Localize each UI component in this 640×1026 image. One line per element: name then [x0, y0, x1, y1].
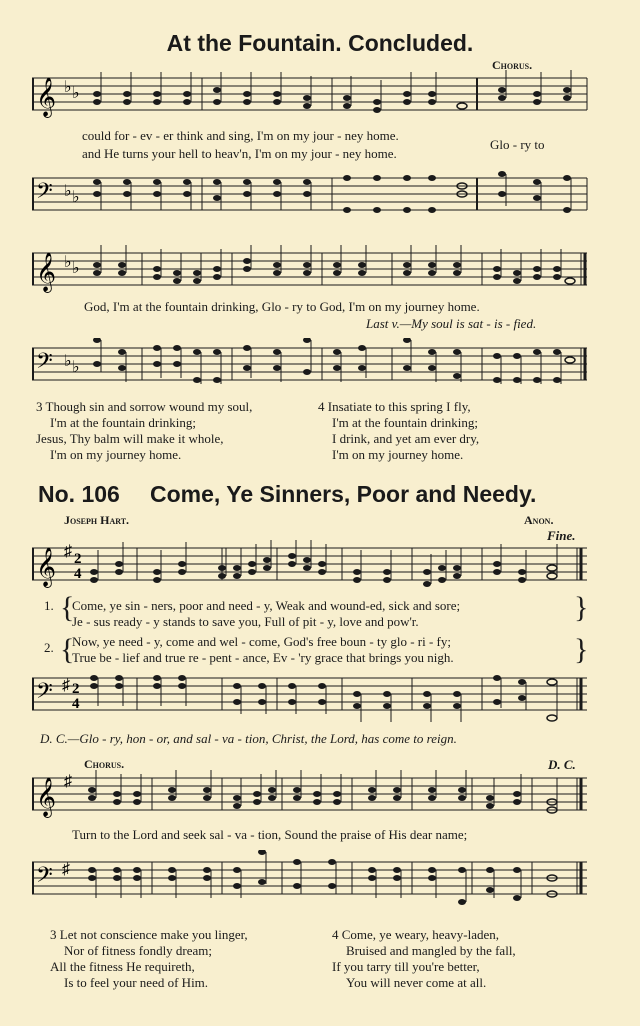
svg-text:♯: ♯: [62, 677, 70, 694]
svg-text:♭: ♭: [64, 79, 72, 96]
verse-3: 3 Let not conscience make you linger, Nor of fitness fondly dream; All the fitness He requireth, Is to feel your need of Him.: [50, 927, 248, 990]
svg-text:𝄞: 𝄞: [36, 252, 57, 292]
hymn-number: No. 106: [38, 481, 120, 507]
verse-number: 1.: [44, 598, 54, 613]
svg-text:♭: ♭: [72, 359, 80, 376]
lyric-line: True be - lief and true re - pent - ance, Ev - 'ry grace that brings you nigh.: [72, 650, 454, 665]
composer: Anon.: [524, 513, 554, 527]
svg-text:♯: ♯: [64, 543, 72, 560]
bass-staff-1: [32, 170, 592, 220]
treble-staff-3: [32, 540, 592, 590]
svg-text:♭: ♭: [64, 353, 72, 370]
fine-label: Fine.: [547, 528, 576, 543]
svg-text:𝄞: 𝄞: [36, 547, 57, 587]
svg-text:𝄞: 𝄞: [36, 777, 57, 817]
svg-text:♭: ♭: [72, 189, 80, 206]
svg-text:♯: ♯: [62, 861, 70, 878]
svg-text:2: 2: [74, 551, 82, 567]
bass-staff-4: [32, 850, 592, 912]
lyric-line: could for - ev - er think and sing, I'm on my jour - ney home.: [82, 128, 399, 143]
verse-4: 4 Come, ye weary, heavy-laden, Bruised and mangled by the fall, If you tarry till you're better, You will never come at all.: [332, 927, 516, 990]
svg-text:𝄢: 𝄢: [36, 863, 53, 893]
brace: {: [60, 633, 75, 666]
lyric-line: Come, ye sin - ners, poor and need - y, Weak and wound-ed, sick and sore;: [72, 598, 461, 613]
lyric-line-last-verse: Last v.—My soul is sat - is - fied.: [366, 316, 537, 331]
svg-text:𝄢: 𝄢: [36, 679, 53, 709]
treble-staff-2: [32, 245, 592, 295]
treble-staff-1: [32, 70, 592, 120]
chorus-label: Chorus.: [84, 757, 125, 771]
chorus-lyric: Turn to the Lord and seek sal - va - tion, Sound the praise of His dear name;: [72, 827, 468, 842]
svg-text:4: 4: [72, 696, 80, 712]
chorus-label: Chorus.: [492, 58, 533, 72]
brace: }: [574, 633, 589, 666]
svg-text:♯: ♯: [64, 773, 72, 790]
hymn1-title: At the Fountain. Concluded.: [166, 30, 474, 56]
verse-number: 2.: [44, 640, 54, 655]
svg-text:2: 2: [72, 681, 80, 697]
brace: {: [60, 591, 75, 624]
verse-4: 4 Insatiate to this spring I fly, I'm at the fountain drinking; I drink, and yet am ever dry, I'm on my journey home.: [318, 399, 480, 462]
lyric-line: Now, ye need - y, come and wel - come, God's free boun - ty glo - ri - fy;: [72, 634, 451, 649]
svg-text:♭: ♭: [64, 254, 72, 271]
dc-label: D. C.: [548, 757, 576, 772]
author: Joseph Hart.: [64, 513, 130, 527]
lyric-line: Je - sus ready - y stands to save you, Full of pit - y, love and pow'r.: [72, 614, 419, 629]
treble-staff-4: [32, 770, 592, 822]
bass-staff-2: [32, 338, 592, 394]
svg-text:♭: ♭: [64, 183, 72, 200]
svg-text:4: 4: [74, 566, 82, 582]
svg-text:𝄢: 𝄢: [36, 179, 53, 209]
svg-text:𝄞: 𝄞: [36, 77, 57, 117]
lyric-line: and He turns your hell to heav'n, I'm on my jour - ney home.: [82, 146, 397, 161]
svg-text:𝄢: 𝄢: [36, 349, 53, 379]
lyric-line: God, I'm at the fountain drinking, Glo - ry to God, I'm on my journey home.: [84, 299, 480, 314]
hymn2-title: Come, Ye Sinners, Poor and Needy.: [150, 481, 537, 507]
verse-3: 3 Though sin and sorrow wound my soul, I'm at the fountain drinking; Jesus, Thy balm will make it whole, I'm on my journey home.: [36, 399, 253, 462]
bass-staff-3: [32, 668, 592, 726]
dc-lyric-line: D. C.—Glo - ry, hon - or, and sal - va - tion, Christ, the Lord, has come to reign.: [40, 731, 457, 746]
svg-text:♭: ♭: [72, 260, 80, 277]
lyric-line: Glo - ry to: [490, 137, 545, 152]
brace: }: [574, 591, 589, 624]
svg-text:♭: ♭: [72, 85, 80, 102]
